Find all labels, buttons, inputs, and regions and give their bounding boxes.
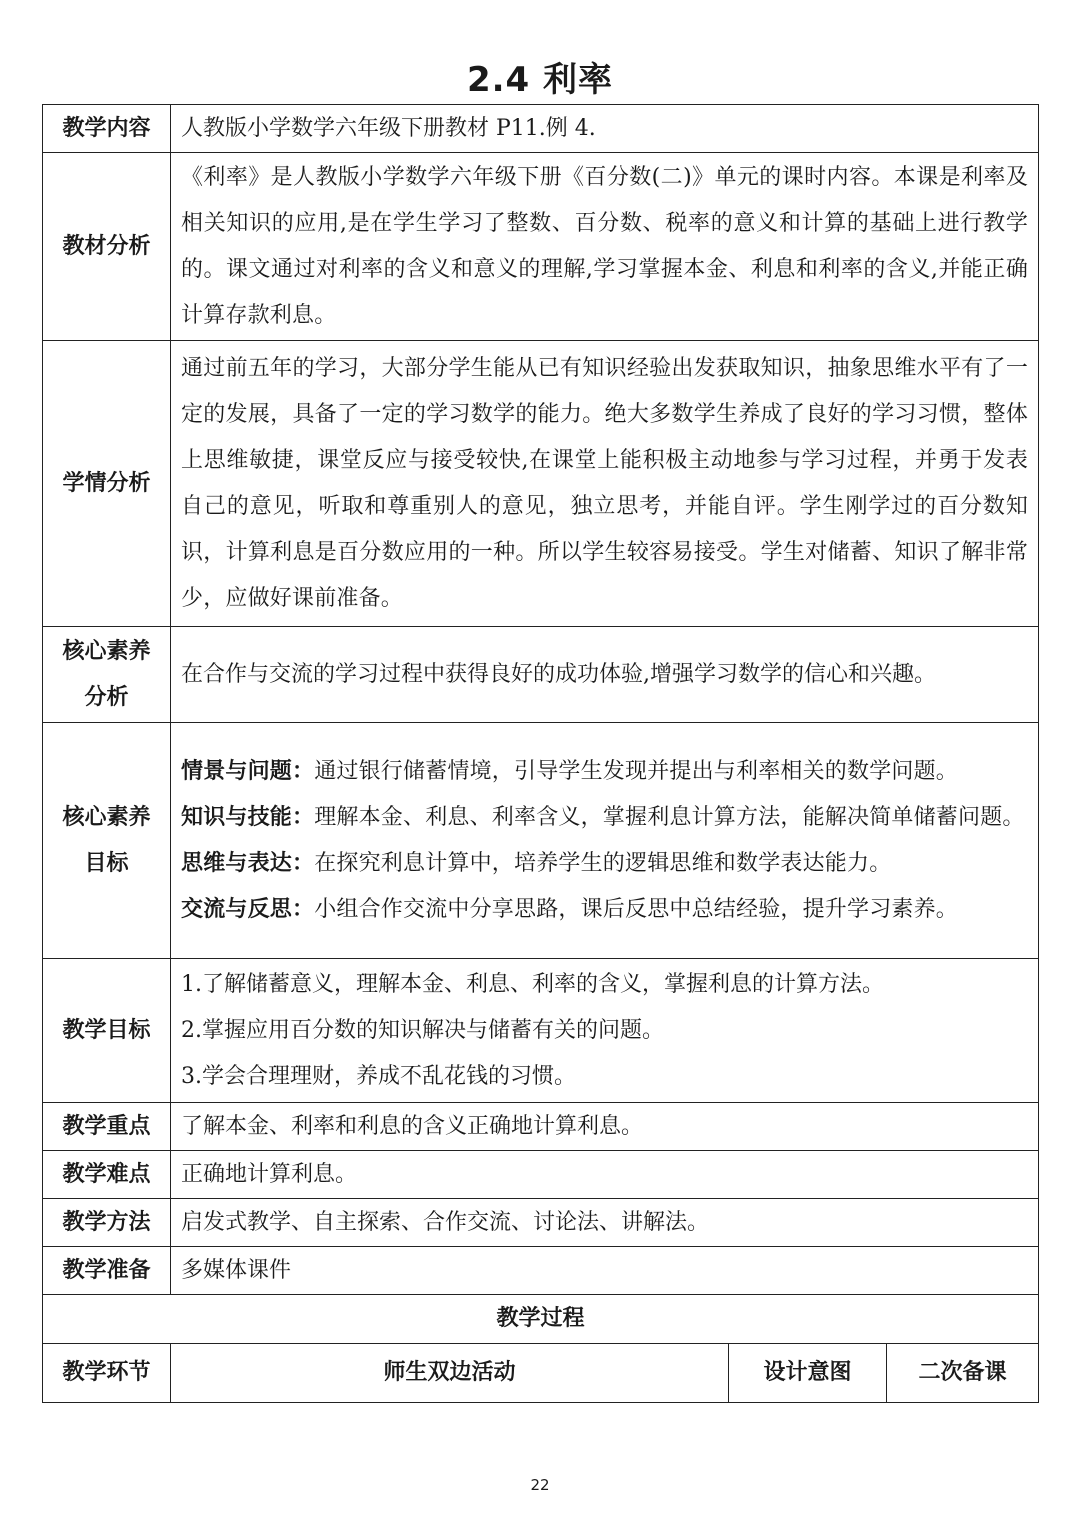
label-core-analysis-line2: 分析	[84, 684, 129, 710]
objective-item: 1.了解储蓄意义，理解本金、利息、利率的含义，掌握利息的计算方法。	[181, 971, 884, 997]
core-goal-text: 通过银行储蓄情境，引导学生发现并提出与利率相关的数学问题。	[314, 758, 959, 784]
page-number: 22	[530, 1476, 550, 1494]
core-goal-head: 情景与问题：	[181, 758, 315, 784]
value-core-goals	[171, 723, 1039, 959]
row-objectives	[43, 959, 1039, 1103]
lesson-plan-table	[42, 104, 1039, 1403]
label-method: 教学方法	[43, 1199, 171, 1247]
row-process-heading	[43, 1295, 1039, 1344]
value-key-point: 了解本金、利率和利息的含义正确地计算利息。	[171, 1103, 1039, 1151]
row-core-goals	[43, 723, 1039, 959]
row-preparation	[43, 1247, 1039, 1295]
core-goal-item	[181, 887, 1028, 933]
label-core-goals	[43, 723, 171, 959]
label-core-analysis-line1: 核心素养	[62, 638, 151, 664]
label-difficulty: 教学难点	[43, 1151, 171, 1199]
label-core-goals-line1: 核心素养	[62, 804, 151, 830]
objective-item: 2.掌握应用百分数的知识解决与储蓄有关的问题。	[181, 1017, 664, 1043]
row-method	[43, 1199, 1039, 1247]
row-teaching-content	[43, 105, 1039, 153]
core-goal-item	[181, 749, 1028, 795]
value-difficulty: 正确地计算利息。	[171, 1151, 1039, 1199]
value-preparation: 多媒体课件	[171, 1247, 1039, 1295]
value-method: 启发式教学、自主探索、合作交流、讨论法、讲解法。	[171, 1199, 1039, 1247]
column-header-activity: 师生双边活动	[171, 1344, 729, 1403]
core-goal-text: 在探究利息计算中，培养学生的逻辑思维和数学表达能力。	[314, 850, 892, 876]
label-core-goals-line2: 目标	[84, 850, 129, 876]
row-key-point	[43, 1103, 1039, 1151]
objective-item: 3.学会合理理财，养成不乱花钱的习惯。	[181, 1063, 576, 1089]
row-material-analysis	[43, 153, 1039, 341]
core-goal-head: 思维与表达：	[181, 850, 315, 876]
label-material-analysis: 教材分析	[43, 153, 171, 341]
label-preparation: 教学准备	[43, 1247, 171, 1295]
core-goal-item	[181, 841, 1028, 887]
label-core-analysis	[43, 627, 171, 723]
value-teaching-content: 人教版小学数学六年级下册教材 P11.例 4.	[171, 105, 1039, 153]
label-objectives: 教学目标	[43, 959, 171, 1103]
core-goal-item	[181, 795, 1028, 841]
label-key-point: 教学重点	[43, 1103, 171, 1151]
process-heading: 教学过程	[43, 1295, 1039, 1344]
column-header-intent: 设计意图	[729, 1344, 887, 1403]
page-title: 2.4 利率	[466, 60, 614, 100]
label-student-analysis: 学情分析	[43, 341, 171, 627]
value-student-analysis: 通过前五年的学习，大部分学生能从已有知识经验出发获取知识，抽象思维水平有了一定的发展，具备了一定的学习数学的能力。绝大多数学生养成了良好的学习习惯，整体上思维敏捷，课堂反应与接受较快,在课堂上能积极主动地参与学习过程，并勇于发表自己的意见，听取和尊重别人的意见，独立思考，并能自评。学生刚学过的百分数知识，计算利息是百分数应用的一种。所以学生较容易接受。学生对储蓄、知识了解非常少，应做好课前准备。	[171, 341, 1039, 627]
core-goal-head: 交流与反思：	[181, 896, 315, 922]
value-material-analysis: 《利率》是人教版小学数学六年级下册《百分数(二)》单元的课时内容。本课是利率及相关知识的应用,是在学生学习了整数、百分数、税率的意义和计算的基础上进行教学的。课文通过对利率的含义和意义的理解,学习掌握本金、利息和利率的含义,并能正确计算存款利息。	[171, 153, 1039, 341]
label-teaching-content: 教学内容	[43, 105, 171, 153]
row-student-analysis	[43, 341, 1039, 627]
row-difficulty	[43, 1151, 1039, 1199]
core-goal-head: 知识与技能：	[181, 804, 315, 830]
column-header-stage: 教学环节	[43, 1344, 171, 1403]
core-goal-text: 理解本金、利息、利率含义，掌握利息计算方法，能解决简单储蓄问题。	[314, 804, 1025, 830]
core-goal-text: 小组合作交流中分享思路，课后反思中总结经验，提升学习素养。	[314, 896, 959, 922]
value-objectives	[171, 959, 1039, 1103]
column-header-revision: 二次备课	[887, 1344, 1039, 1403]
value-core-analysis: 在合作与交流的学习过程中获得良好的成功体验,增强学习数学的信心和兴趣。	[171, 627, 1039, 723]
row-process-columns	[43, 1344, 1039, 1403]
row-core-analysis	[43, 627, 1039, 723]
